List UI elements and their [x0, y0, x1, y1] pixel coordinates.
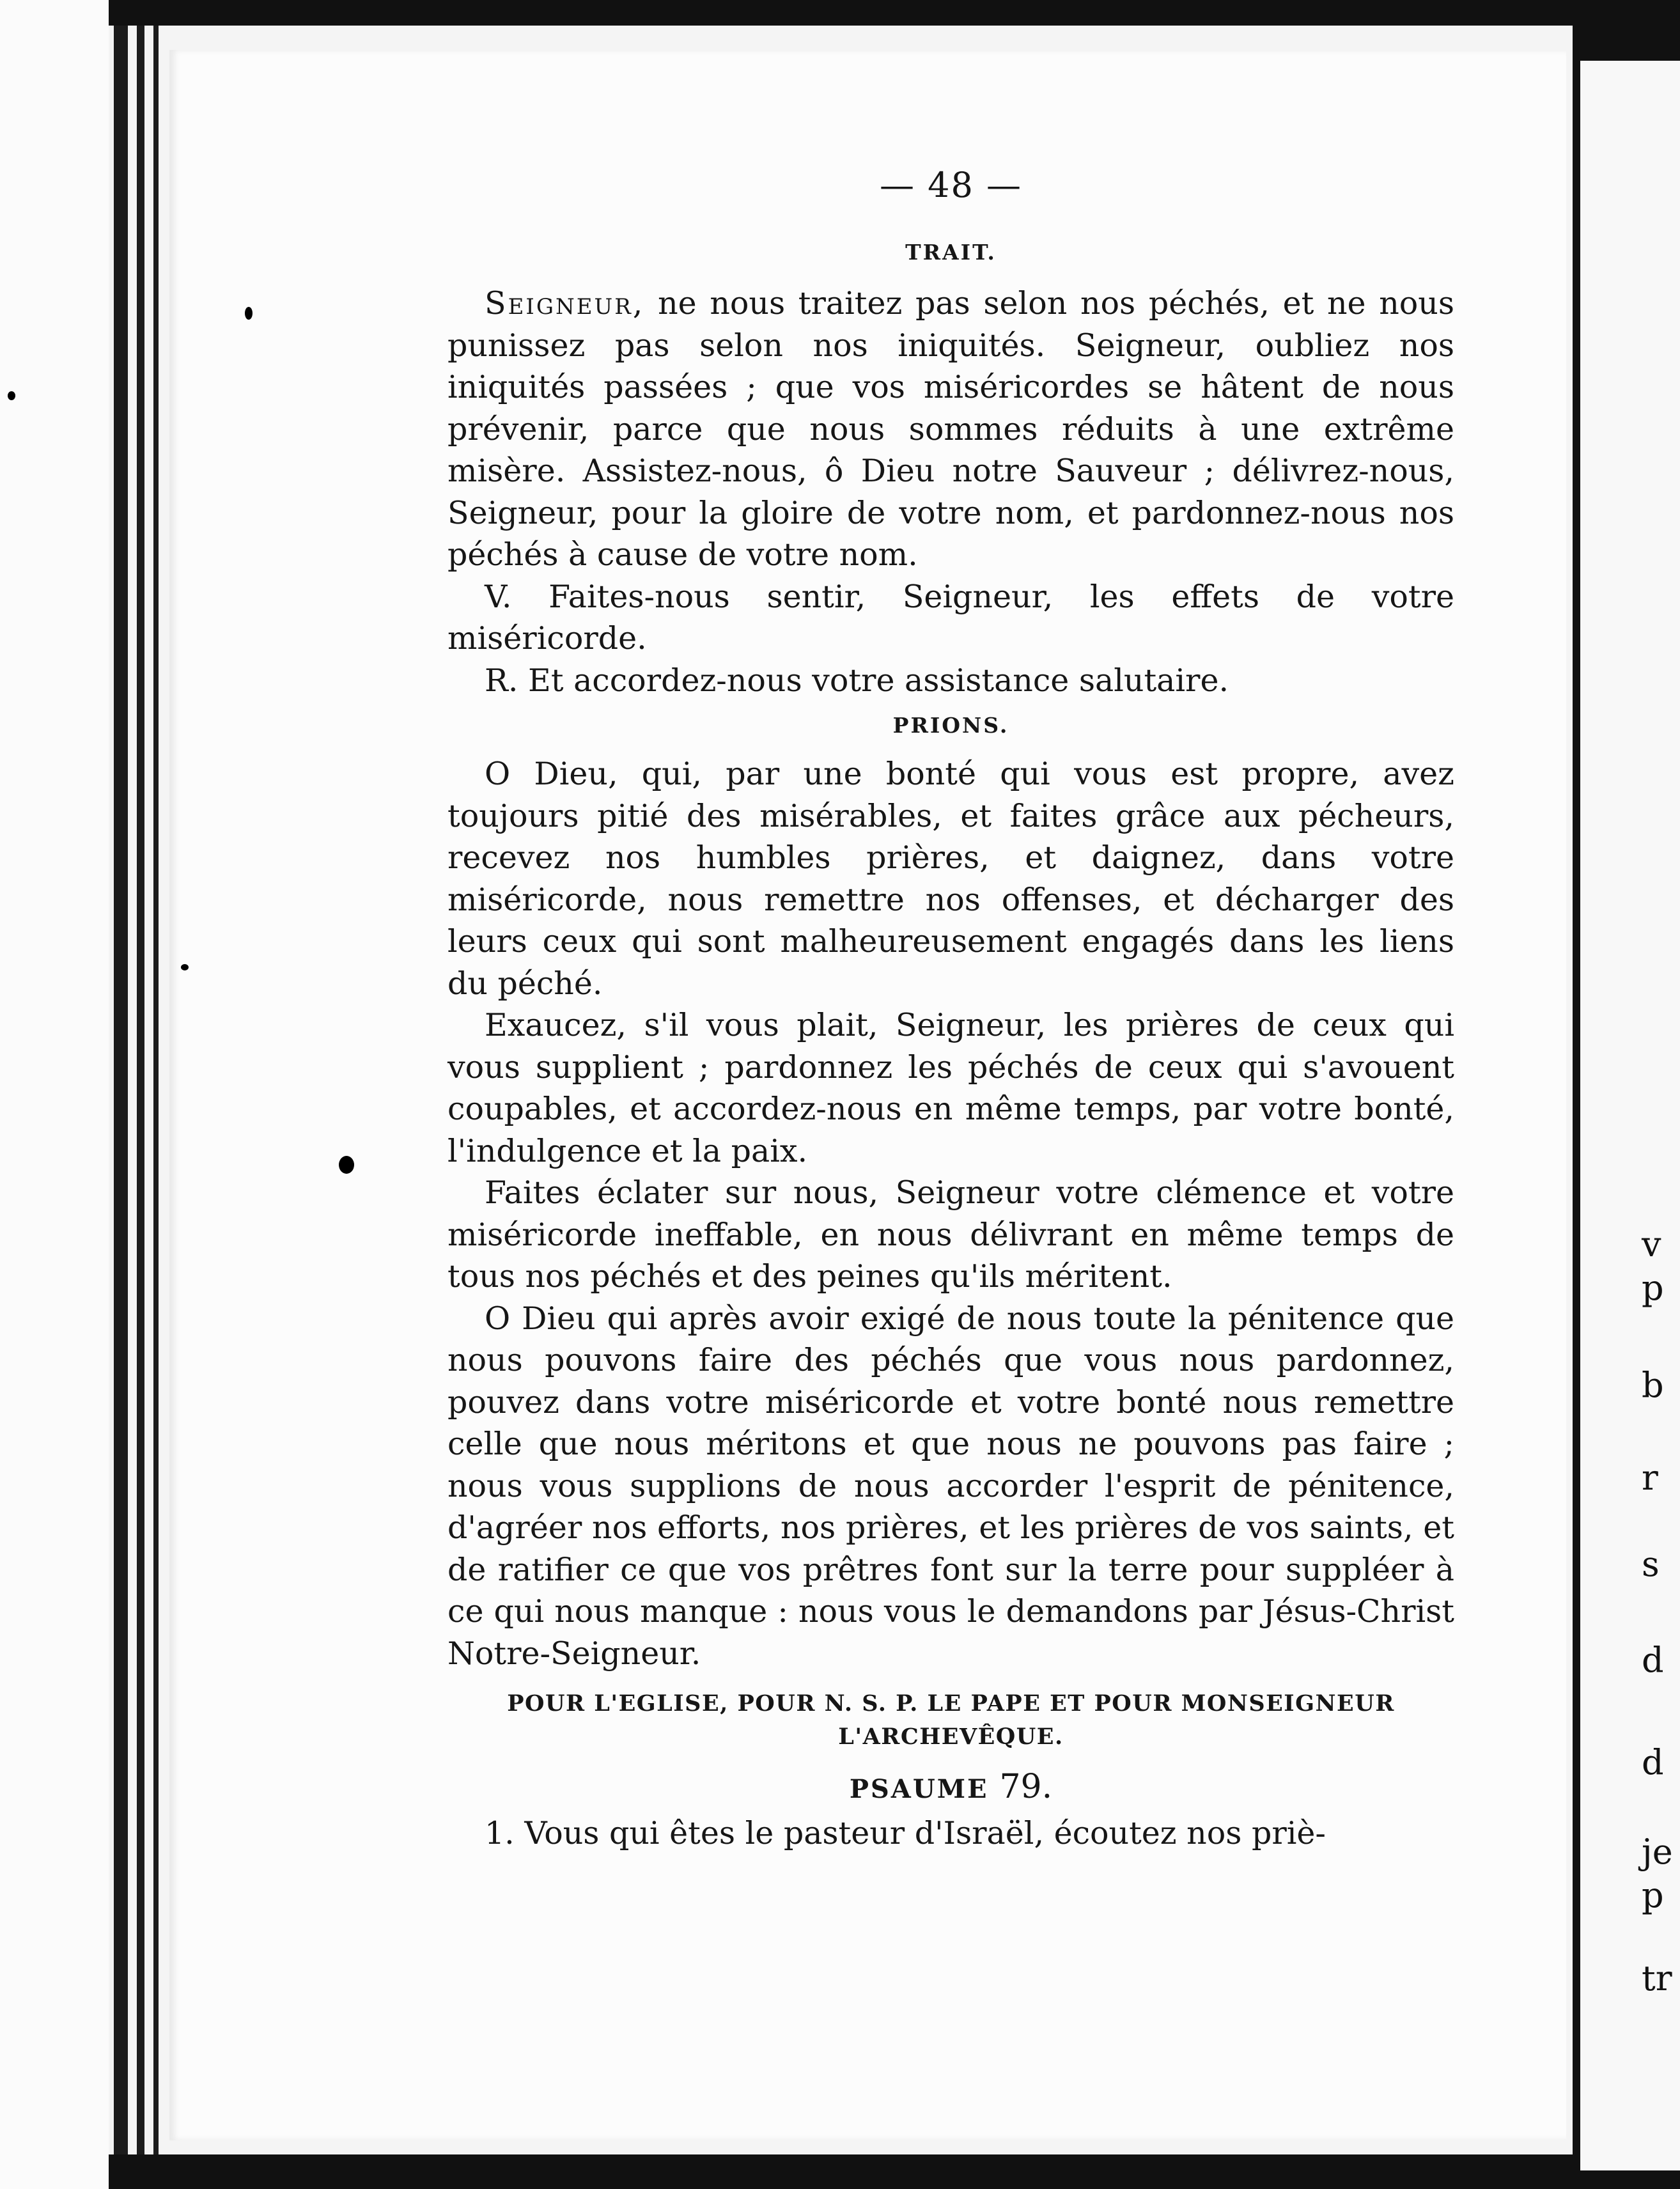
prions-heading: PRIONS. [892, 713, 1009, 738]
facing-page-fragment: p [1642, 1268, 1664, 1308]
facing-page-fragment: d [1642, 1640, 1664, 1680]
prayer-paragraph: Faites éclater sur nous, Seigneur votre clémence et votre miséricorde ineffable, en nous délivrant en même temps de tous nos péchés et des peines qu'ils méritent. [447, 1174, 1454, 1295]
facing-page-fragment: b [1642, 1365, 1664, 1405]
page-edge-line [114, 26, 128, 2154]
trait-heading: TRAIT. [905, 240, 997, 265]
margin-mark [181, 964, 189, 970]
facing-page-fragment: d [1642, 1742, 1664, 1782]
trait-first-word: Seigneur, [485, 285, 645, 322]
prayer-paragraph: Exaucez, s'il vous plait, Seigneur, les prières de ceux qui vous supplient ; pardonnez les péchés de ceux qui s'avouent coupables, et accordez-nous en même temps, par votre bonté, l'indulgence et la paix. [447, 1007, 1454, 1169]
facing-page-fragment: v [1642, 1224, 1661, 1265]
facing-page-fragment: p [1642, 1875, 1664, 1915]
prayer-paragraph: O Dieu, qui, par une bonté qui vous est propre, avez toujours pitié des misérables, et faites grâce aux pécheurs, recevez nos humbles prières, et daignez, dans votre miséricorde, nous remettre nos offenses, et décharger des leurs ceux qui sont malheureusement engagés dans les liens du péché. [447, 756, 1454, 1002]
page-number: — 48 — [879, 165, 1023, 205]
scan-left-margin [0, 0, 109, 2189]
facing-page-fragment: s [1642, 1544, 1660, 1584]
prayer-paragraph: O Dieu qui après avoir exigé de nous toute la pénitence que nous pouvons faire des péchés que vous nous pardonnez, pouvez dans votre miséricorde et votre bonté nous remettre celle que nous méritons et que nous ne pouvons pas faire ; nous vous supplions de nous accorder l'esprit de pénitence, d'agréer nos efforts, nos prières, et les prières de vos saints, et de ratifier ce que vos prêtres font sur la terre pour suppléer à ce qui nous manque : nous vous le demandons par Jésus-Christ Notre-Seigneur. [447, 1300, 1454, 1672]
trait-paragraph [447, 283, 1454, 576]
psalm-number: 79. [999, 1768, 1053, 1806]
psalm-verse: 1. Vous qui êtes le pasteur d'Israël, écoutez nos priè- [485, 1815, 1326, 1851]
page-edge-line [153, 26, 159, 2154]
psalm-heading [447, 1768, 1454, 1806]
margin-mark [245, 307, 253, 320]
trait-body: ne nous traitez pas selon nos péchés, et ne nous punissez pas selon nos iniquités. Seigneur, oubliez nos iniquités passées ; que vos miséricordes se hâtent de nous prévenir, parce que nous sommes réduits à une extrême misère. Assistez-nous, ô Dieu notre Sauveur ; délivrez-nous, Seigneur, pour la gloire de votre nom, et pardonnez-nous nos péchés à cause de votre nom. [447, 285, 1454, 573]
margin-mark [339, 1156, 354, 1174]
facing-page-fragment: je [1642, 1832, 1673, 1872]
facing-page-edge [1580, 61, 1680, 2170]
response: R. Et accordez-nous votre assistance salutaire. [485, 662, 1229, 699]
page-text [447, 160, 1454, 1855]
ink-speck [8, 391, 15, 400]
page-edge-line [137, 26, 144, 2154]
facing-page-fragment: tr [1642, 1958, 1672, 1998]
church-heading: POUR L'EGLISE, POUR N. S. P. LE PAPE ET POUR MONSEIGNEUR L'ARCHEVÊQUE. [507, 1690, 1395, 1750]
versicle: V. Faites-nous sentir, Seigneur, les effets de votre miséricorde. [447, 578, 1454, 657]
psalm-label: PSAUME [849, 1774, 989, 1804]
facing-page-fragment: r [1642, 1458, 1658, 1498]
